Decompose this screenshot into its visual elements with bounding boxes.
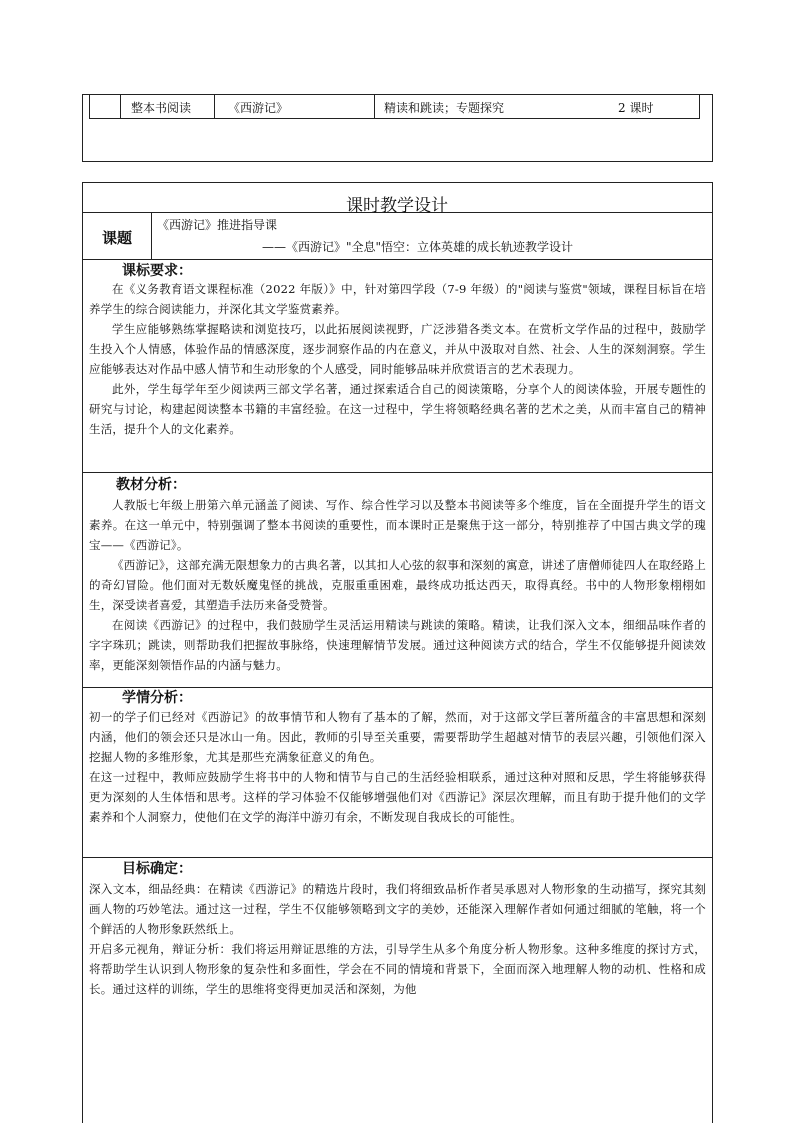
textbook-heading: 教材分析： xyxy=(116,477,186,493)
topic-label: 课题 xyxy=(101,229,132,247)
table-border xyxy=(82,857,713,858)
table-border xyxy=(89,118,700,119)
cell-type: 整本书阅读 xyxy=(131,101,192,115)
table-border xyxy=(82,182,713,183)
textbook-body xyxy=(89,495,706,675)
table-border xyxy=(712,94,713,162)
table-border xyxy=(82,161,713,162)
standards-heading: 课标要求： xyxy=(122,263,192,279)
table-border xyxy=(120,94,121,119)
learners-heading: 学情分析： xyxy=(122,690,192,706)
cell-method: 精读和跳读；专题探究 xyxy=(384,101,505,115)
paragraph: 初一的学子们已经对《西游记》的故事情节和人物有了基本的了解，然而，对于这部文学巨著所蕴含的丰富思想和深刻内涵，他们的领会还只是冰山一角。因此，教师的引导至关重要，需要帮助学生超越对情节的表层兴趣，引领他们深入挖掘人物的多维形象，尤其是那些充满象征意义的角色。 xyxy=(89,710,706,764)
goals-body xyxy=(89,879,706,1123)
paragraph: 在这一过程中，教师应鼓励学生将书中的人物和情节与自己的生活经验相联系，通过这种对照和反思，学生将能够获得更为深刻的人生体悟和思考。这样的学习体验不仅能够增强他们对《西游记》深层次理解，而且有助于提升他们的文学素养和个人洞察力，使他们在文学的海洋中游刃有余，不断发现自我成长的可能性。 xyxy=(89,770,706,824)
table-border xyxy=(82,472,713,473)
table-border xyxy=(699,94,700,119)
topic-line-1: 《西游记》推进指导课 xyxy=(157,218,278,232)
table-border xyxy=(89,94,90,119)
paragraph: 人教版七年级上册第六单元涵盖了阅读、写作、综合性学习以及整本书阅读等多个维度，旨在全面提升学生的语文素养。在这一单元中，特别强调了整本书阅读的重要性，而本课时正是聚焦于这一部分，特别推荐了中国古典文学的瑰宝——《西游记》。 xyxy=(89,498,706,552)
paragraph: 开启多元视角，辩证分析：我们将运用辩证思维的方法，引导学生从多个角度分析人物形象。这种多维度的探讨方式，将帮助学生认识到人物形象的复杂性和多面性，学会在不同的情境和背景下，全面而深入地理解人物的动机、性格和成长。通过这样的训练，学生的思维将变得更加灵活和深刻，为他 xyxy=(89,942,706,996)
table-border xyxy=(374,94,375,119)
topic-line-2: ——《西游记》"全息"悟空：立体英雄的成长轨迹教学设计 xyxy=(262,240,574,254)
paragraph: 此外，学生每学年至少阅读两三部文学名著，通过探索适合自己的阅读策略，分享个人的阅读体验，开展专题性的研究与讨论，构建起阅读整本书籍的丰富经验。在这一过程中，学生将领略经典名著的艺术之美，从而丰富自己的精神生活，提升个人的文化素养。 xyxy=(89,382,706,436)
paragraph: 在阅读《西游记》的过程中，我们鼓励学生灵活运用精读与跳读的策略。精读，让我们深入文本，细细品味作者的字字珠玑；跳读，则帮助我们把握故事脉络，快速理解情节发展。通过这种阅读方式的结合，学生不仅能够提升阅读效率，更能深刻领悟作品的内涵与魅力。 xyxy=(89,618,706,672)
table-border xyxy=(712,182,713,1123)
page-title: 课时教学设计 xyxy=(346,196,448,216)
cell-hours: 2 课时 xyxy=(618,101,654,115)
cell-book: 《西游记》 xyxy=(228,101,289,115)
learners-body xyxy=(89,707,706,827)
paragraph: 学生应能够熟练掌握略读和浏览技巧，以此拓展阅读视野，广泛涉猎各类文本。在赏析文学作品的过程中，鼓励学生投入个人情感，体验作品的情感深度，逐步洞察作品的内在意义，并从中汲取对自然、社会、人生的深刻洞察。学生应能够表达对作品中感人情节和生动形象的个人感受，同时能够品味并欣赏语言的艺术表现力。 xyxy=(89,322,706,376)
table-border xyxy=(82,94,713,95)
table-border xyxy=(214,94,215,119)
goals-heading: 目标确定： xyxy=(122,861,192,877)
paragraph: 在《义务教育语文课程标准（2022 年版）》中，针对第四学段（7-9 年级）的"阅读与鉴赏"领域，课程目标旨在培养学生的综合阅读能力，并深化其文学鉴赏素养。 xyxy=(89,282,706,316)
table-border xyxy=(82,182,83,1123)
standards-body xyxy=(89,279,706,439)
table-border xyxy=(82,259,713,260)
table-border xyxy=(82,94,83,162)
paragraph: 《西游记》，这部充满无限想象力的古典名著，以其扣人心弦的叙事和深刻的寓意，讲述了唐僧师徒四人在取经路上的奇幻冒险。他们面对无数妖魔鬼怪的挑战，克服重重困难，最终成功抵达西天，取得真经。书中的人物形象栩栩如生，深受读者喜爱，其塑造手法历来备受赞誉。 xyxy=(89,558,706,612)
table-border xyxy=(82,687,713,688)
paragraph: 深入文本，细品经典：在精读《西游记》的精选片段时，我们将细致品析作者吴承恩对人物形象的生动描写，探究其刻画人物的巧妙笔法。通过这一过程，学生不仅能够领略到文字的美妙，还能深入理解作者如何通过细腻的笔触，将一个个鲜活的人物形象跃然纸上。 xyxy=(89,882,706,936)
